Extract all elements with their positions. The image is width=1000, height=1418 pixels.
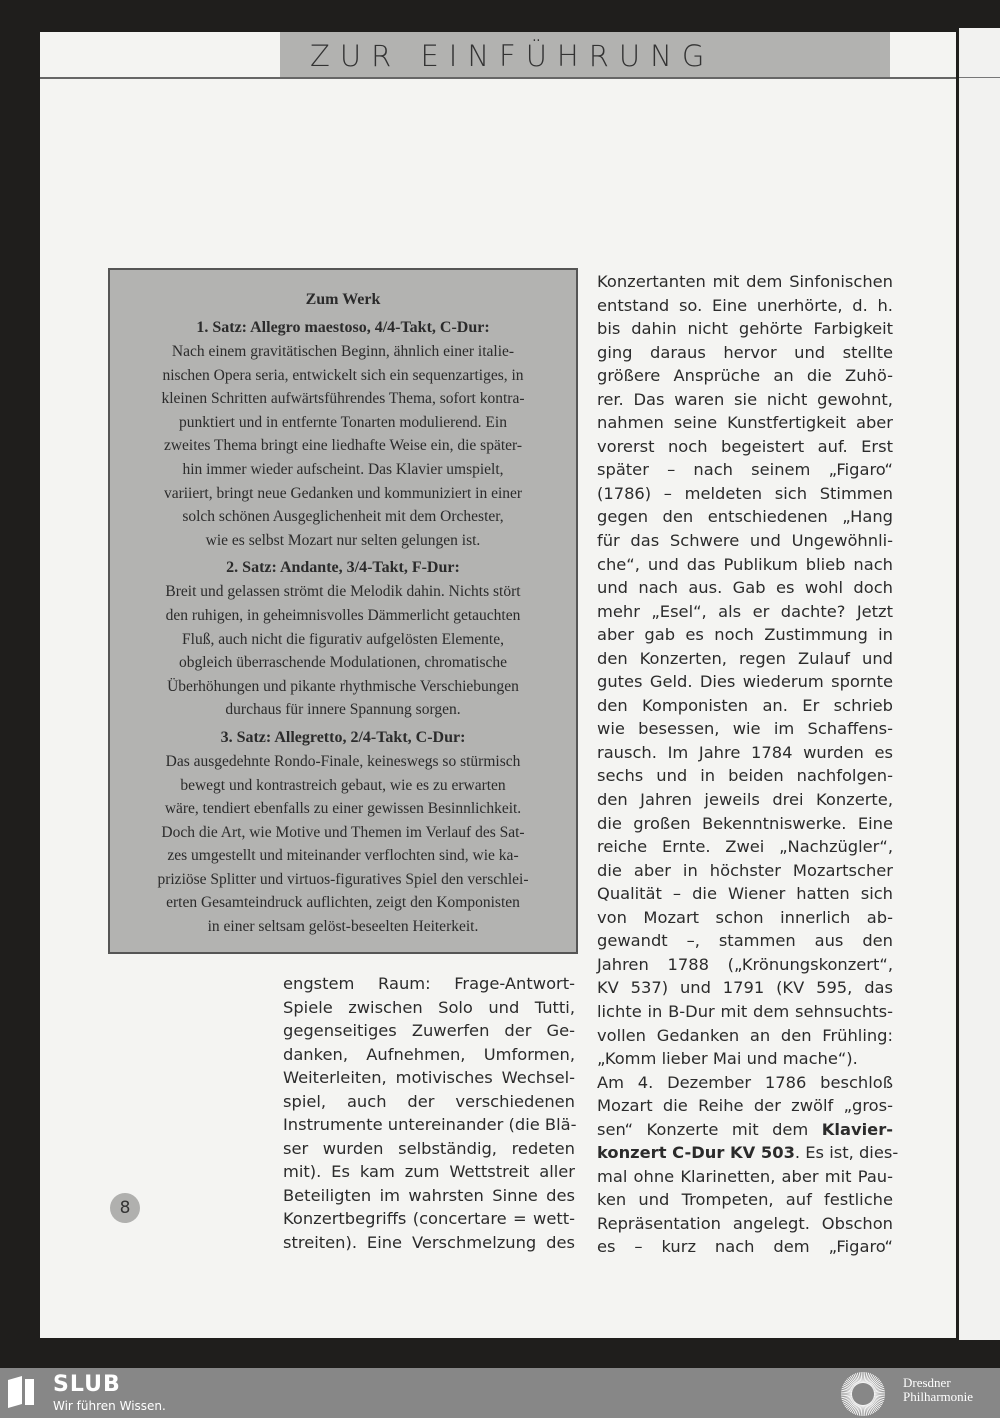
text-segment: den Komponisten an. Er schrieb bbox=[597, 695, 893, 715]
text-line bbox=[597, 859, 893, 883]
text-segment: gegen den entschiedenen „Hang bbox=[597, 507, 893, 527]
text-line bbox=[597, 576, 893, 600]
box-title: Zum Werk bbox=[305, 291, 381, 308]
partner-line-2: Philharmonie bbox=[903, 1389, 974, 1404]
text-line bbox=[597, 1047, 893, 1071]
text-line: engstem Raum: Frage-Antwort- bbox=[283, 974, 575, 993]
text-segment: mal ohne Klarinetten, aber mit Pau- bbox=[597, 1166, 893, 1186]
text-line bbox=[597, 1000, 893, 1024]
movement-text-line: zes umgestellt und miteinander verflochten sind, wie ka- bbox=[167, 847, 519, 865]
movement-text-line: variiert, bringt neue Gedanken und kommuniziert in einer bbox=[163, 484, 523, 502]
slub-logo-text: SLUB bbox=[53, 1372, 121, 1397]
text-segment: den Konzerten, regen Zulauf und bbox=[597, 648, 893, 668]
bold-work-title: Klavier- bbox=[821, 1119, 893, 1139]
text-line bbox=[597, 1188, 893, 1212]
text-segment: Repräsentation angelegt. Obschon bbox=[597, 1213, 893, 1233]
text-line bbox=[597, 835, 893, 859]
text-line bbox=[597, 294, 893, 318]
text-line bbox=[597, 1118, 893, 1142]
text-segment: wie besessen, wie im Schaffens- bbox=[597, 719, 893, 739]
movement-title: 1. Satz: Allegro maestoso, 4/4-Takt, C-Dur: bbox=[196, 319, 490, 336]
text-line: gegenseitiges Zuwerfen der Ge- bbox=[283, 1021, 575, 1041]
text-line bbox=[597, 1165, 893, 1189]
text-segment: ken und Trompeten, auf festliche bbox=[597, 1190, 893, 1210]
text-line bbox=[597, 953, 893, 977]
text-segment: für das Schwere und Ungewöhnli- bbox=[597, 531, 893, 551]
movement-text-line: Breit und gelassen strömt die Melodik dahin. Nichts stört bbox=[165, 583, 521, 601]
text-segment: gutes Geld. Dies wiederum spornte bbox=[597, 672, 893, 692]
slub-book-icon bbox=[8, 1376, 34, 1408]
text-line: Konzertbegriffs (concertare = wett- bbox=[283, 1209, 575, 1229]
text-line bbox=[597, 1094, 893, 1118]
text-line bbox=[597, 270, 893, 294]
text-line bbox=[597, 741, 893, 765]
text-segment: che“, und das Publikum blieb nach bbox=[597, 554, 893, 574]
text-segment: ging daraus hervor und stellte bbox=[597, 342, 893, 362]
movement-text-line: priziöse Splitter und virtuos-figuratives Spiel den verschlei- bbox=[157, 870, 529, 888]
text-segment: Jahren 1788 („Krönungskonzert“, bbox=[597, 954, 893, 974]
bold-work-title: konzert C-Dur KV 503 bbox=[597, 1143, 795, 1163]
text-segment: vorerst noch begeistert auf. Erst bbox=[597, 436, 893, 456]
text-line bbox=[597, 435, 893, 459]
work-info-box bbox=[108, 268, 578, 954]
text-segment: und nach aus. Gab es wohl doch bbox=[597, 578, 893, 598]
text-line: Weiterleiten, motivisches Wechsel- bbox=[283, 1068, 575, 1088]
text-line bbox=[597, 458, 893, 482]
section-header bbox=[280, 32, 890, 77]
adjacent-page-edge bbox=[959, 28, 1000, 1340]
text-segment: rer. Das waren sie nicht gewohnt, bbox=[597, 389, 893, 409]
text-segment: es – kurz nach dem „Figaro“ bbox=[597, 1237, 893, 1257]
text-segment: nahmen seine Kunstfertigkeit aber bbox=[597, 413, 893, 433]
text-line: ser wurden selbständig, redeten bbox=[283, 1138, 575, 1158]
text-segment: lichte in B-Dur mit dem sehnsuchts- bbox=[597, 1001, 893, 1021]
text-line bbox=[597, 788, 893, 812]
movement-text-line: Fluß, auch nicht die figurativ aufgelösten Elemente, bbox=[182, 630, 504, 648]
text-segment: rausch. Im Jahre 1784 wurden es bbox=[597, 742, 893, 762]
text-line bbox=[597, 929, 893, 953]
movement-text-line: wäre, tendiert ebenfalls zu einer gewissen Besinnlichkeit. bbox=[164, 800, 522, 818]
text-line bbox=[597, 670, 893, 694]
text-segment: die großen Bekenntniswerke. Eine bbox=[597, 813, 893, 833]
movement-text-line: hin immer wieder aufscheint. Das Klavier umspielt, bbox=[182, 460, 504, 478]
movement-text-line: nischen Opera seria, entwickelt sich ein sequenzartiges, in bbox=[162, 366, 524, 384]
movement-text-line: Überhöhungen und pikante rhythmische Verschiebungen bbox=[167, 677, 519, 695]
text-line bbox=[597, 529, 893, 553]
text-segment: reiche Ernte. Zwei „Nachzügler“, bbox=[597, 837, 893, 857]
text-segment: . Es ist, dies- bbox=[794, 1143, 899, 1163]
text-line: spiel, auch der verschiedenen bbox=[283, 1091, 575, 1111]
footer-bar bbox=[0, 1368, 1000, 1418]
text-line bbox=[597, 812, 893, 836]
text-segment: später – nach seinem „Figaro“ bbox=[597, 460, 893, 480]
text-line bbox=[597, 341, 893, 365]
text-line bbox=[597, 717, 893, 741]
text-segment: sen“ Konzerte mit dem bbox=[597, 1119, 822, 1139]
movement-text-line: punktiert und in entfernte Tonarten modulierend. Ein bbox=[179, 413, 507, 431]
movement-title: 2. Satz: Andante, 3/4-Takt, F-Dur: bbox=[226, 559, 460, 577]
text-segment: Konzertanten mit dem Sinfonischen bbox=[597, 272, 893, 291]
movement-text-line: den ruhigen, in geheimnisvolles Dämmerlicht getauchten bbox=[165, 606, 521, 624]
text-line bbox=[597, 694, 893, 718]
text-segment: von Mozart schon innerlich ab- bbox=[597, 907, 893, 927]
text-segment: gewandt –, stammen aus den bbox=[597, 931, 893, 951]
slub-tagline: Wir führen Wissen. bbox=[53, 1399, 166, 1413]
movement-text-line: erten Gesamteindruck auflichten, zeigt den Komponisten bbox=[166, 894, 520, 912]
section-title: ZUR EINFÜHRUNG bbox=[310, 39, 715, 73]
text-line bbox=[597, 623, 893, 647]
text-line bbox=[597, 411, 893, 435]
text-line bbox=[597, 364, 893, 388]
text-segment: Mozart die Reihe der zwölf „gros- bbox=[597, 1096, 893, 1116]
text-line: streiten). Eine Verschmelzung des bbox=[283, 1233, 575, 1253]
text-line bbox=[597, 553, 893, 577]
text-segment: Am 4. Dezember 1786 beschloß bbox=[597, 1072, 893, 1092]
text-line: mit). Es kam zum Wettstreit aller bbox=[283, 1162, 575, 1182]
movement-text-line: bewegt und kontrastreich gebaut, wie es zu erwarten bbox=[180, 776, 506, 794]
text-segment: vollen Gedanken an den Frühling: bbox=[597, 1025, 893, 1045]
text-segment: die aber in höchster Mozartscher bbox=[597, 860, 893, 880]
text-line bbox=[597, 1141, 899, 1165]
text-segment: bis dahin nicht gehörte Farbigkeit bbox=[597, 319, 893, 339]
text-line: Beteiligten im wahrsten Sinne des bbox=[283, 1185, 575, 1205]
text-column-right bbox=[597, 270, 899, 1259]
text-segment: aber gab es noch Zustimmung in bbox=[597, 625, 893, 645]
movement-text-line: Doch die Art, wie Motive und Themen im Verlauf des Sat- bbox=[161, 823, 525, 841]
movement-text-line: obgleich überraschende Modulationen, chromatische bbox=[179, 654, 507, 672]
text-line bbox=[597, 976, 893, 1000]
partner-line-1: Dresdner bbox=[903, 1375, 951, 1390]
text-segment: KV 537) und 1791 (KV 595, das bbox=[597, 978, 893, 998]
text-segment: sechs und in beiden nachfolgen- bbox=[597, 766, 893, 786]
text-line bbox=[597, 1024, 893, 1048]
header-rule bbox=[40, 77, 956, 79]
text-line bbox=[597, 1235, 893, 1259]
text-line bbox=[597, 388, 893, 412]
text-line: Instrumente untereinander (die Blä- bbox=[283, 1115, 577, 1135]
document-page bbox=[40, 32, 956, 1338]
text-segment: den Jahren jeweils drei Konzerte, bbox=[597, 790, 893, 810]
text-line bbox=[597, 482, 893, 506]
text-line bbox=[597, 1071, 893, 1095]
text-line: Spiele zwischen Solo und Tutti, bbox=[283, 997, 575, 1017]
text-segment: „Komm lieber Mai und mache“). bbox=[597, 1049, 858, 1069]
philharmonie-name bbox=[903, 1376, 973, 1404]
philharmonie-sun-logo-icon bbox=[840, 1371, 886, 1417]
text-column-left bbox=[283, 972, 575, 1255]
movement-text-line: wie es selbst Mozart nur selten gelungen ist. bbox=[205, 531, 481, 549]
text-line: danken, Aufnehmen, Umformen, bbox=[283, 1044, 575, 1064]
text-segment: (1786) – meldeten sich Stimmen bbox=[597, 483, 893, 503]
movement-text-line: kleinen Schritten aufwärtsführendes Thema, sofort kontra- bbox=[161, 390, 525, 408]
text-line bbox=[597, 906, 893, 930]
text-segment: mehr „Esel“, als er dachte? Jetzt bbox=[597, 601, 893, 621]
text-line bbox=[597, 882, 893, 906]
text-line bbox=[597, 317, 893, 341]
movement-title: 3. Satz: Allegretto, 2/4-Takt, C-Dur: bbox=[220, 728, 466, 746]
text-line bbox=[597, 764, 893, 788]
movement-text-line: Das ausgedehnte Rondo-Finale, keineswegs so stürmisch bbox=[165, 752, 521, 770]
movement-text-line: in einer seltsam gelöst-beseelten Heiterkeit. bbox=[207, 918, 479, 936]
movement-text-line: durchaus für innere Spannung sorgen. bbox=[225, 701, 461, 719]
movement-text-line: zweites Thema bringt eine liedhafte Weise ein, die später- bbox=[163, 437, 523, 455]
page-number: 8 bbox=[110, 1193, 140, 1223]
text-segment: größere Ansprüche an die Zuhö- bbox=[597, 366, 893, 386]
movement-text-line: solch schönen Ausgeglichenheit mit dem Orchester, bbox=[182, 508, 504, 526]
text-segment: entstand so. Eine unerhörte, d. h. bbox=[597, 295, 893, 315]
text-line bbox=[597, 647, 893, 671]
movement-text-line: Nach einem gravitätischen Beginn, ähnlich einer italie- bbox=[171, 343, 515, 360]
text-segment: Qualität – die Wiener hatten sich bbox=[597, 884, 893, 904]
text-line bbox=[597, 505, 893, 529]
text-line bbox=[597, 600, 893, 624]
text-line bbox=[597, 1212, 893, 1236]
